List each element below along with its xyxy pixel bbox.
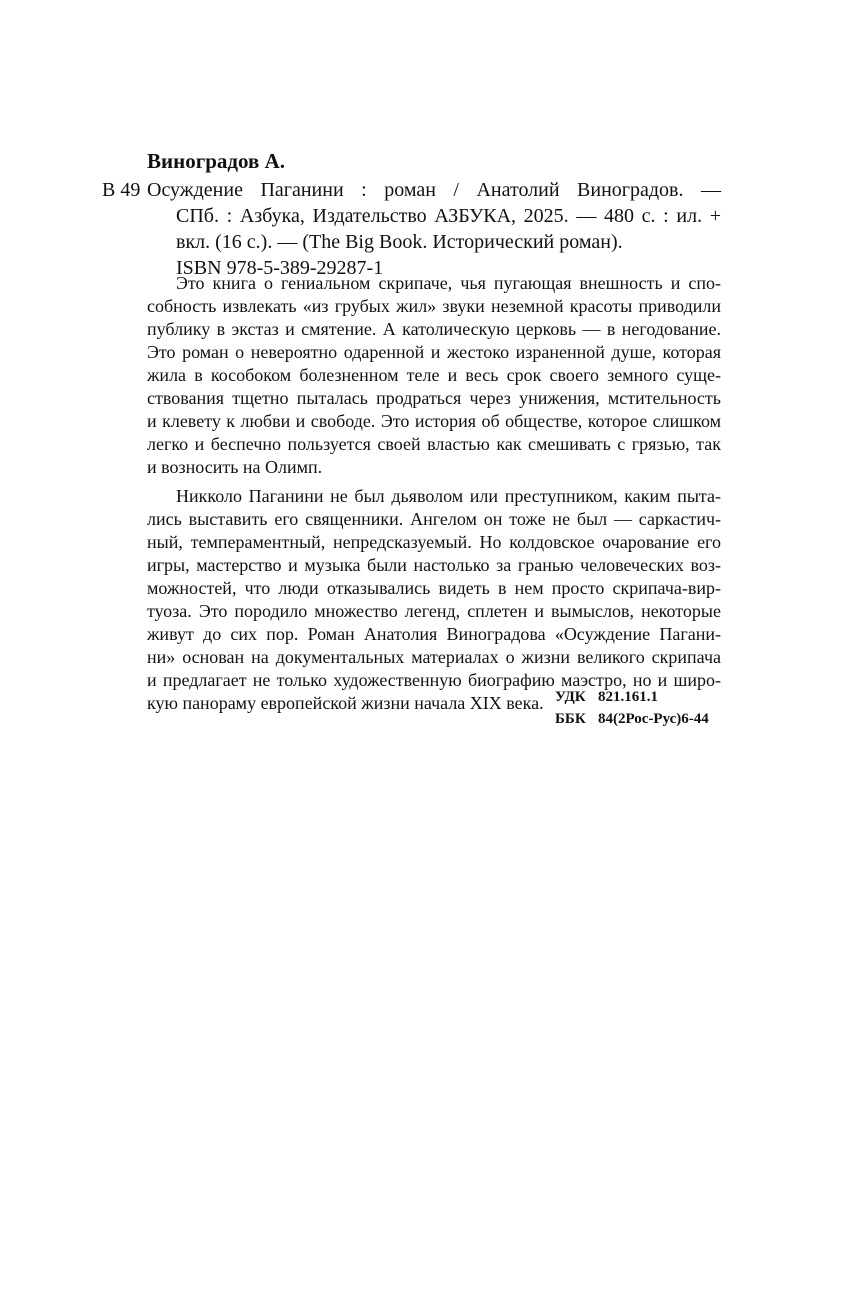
text-line: жила в кособоком болезненном теле и весь срок своего земного суще- (147, 365, 721, 385)
udk-label: УДК (555, 689, 586, 705)
bibliographic-entry (147, 177, 721, 281)
library-code: В 49 (102, 179, 141, 201)
text-line: туоза. Это породило множество легенд, сплетен и вымыслов, некоторые (147, 601, 721, 621)
text-line: живут до сих пор. Роман Анатолия Виноградова «Осуждение Пагани- (147, 624, 721, 644)
text-line: кую панораму европейской жизни начала XIX века. (147, 693, 544, 713)
annotation-paragraph-2 (147, 485, 721, 715)
entry-line: Осуждение Паганини : роман / Анатолий Виноградов. — (147, 179, 721, 201)
udk-row (555, 686, 721, 708)
text-line: Это книга о гениальном скрипаче, чья пугающая внешность и спо- (176, 273, 721, 293)
annotation (147, 272, 721, 715)
text-line: публику в экстаз и смятение. А католическую церковь — в негодование. (147, 319, 721, 339)
text-line: игры, мастерство и музыка были настолько за гранью человеческих воз- (147, 555, 721, 575)
text-line: ствования тщетно пыталась продраться через унижения, мстительность (147, 388, 721, 408)
text-line: ни» основан на документальных материалах о жизни великого скрипача (147, 647, 721, 667)
text-line: лись выставить его священники. Ангелом он тоже не был — саркастич- (147, 509, 721, 529)
text-line: и предлагает не только художественную биографию маэстро, но и широ- (147, 670, 721, 690)
udk-value: 821.161.1 (598, 689, 658, 705)
annotation-paragraph-1 (147, 272, 721, 479)
text-line: Это роман о невероятно одаренной и жестоко израненной душе, которая (147, 342, 721, 362)
text-line: и клевету к любви и свободе. Это история об обществе, которое слишком (147, 411, 721, 431)
text-line: Никколо Паганини не был дьяволом или преступником, каким пыта- (176, 486, 721, 506)
classification-codes (555, 686, 721, 730)
bbk-label: ББК (555, 711, 586, 727)
entry-line: СПб. : Азбука, Издательство АЗБУКА, 2025. — 480 с. : ил. + (176, 205, 721, 227)
text-line: ный, темпераментный, непредсказуемый. Но колдовское очарование его (147, 532, 721, 552)
text-line: и возносить на Олимп. (147, 457, 323, 477)
bbk-value: 84(2Рос-Рус)6-44 (598, 711, 709, 727)
entry-line: вкл. (16 с.). — (The Big Book. Исторический роман). (176, 231, 623, 253)
isbn: ISBN 978-5-389-29287-1 (176, 257, 384, 279)
author-heading: Виноградов А. (147, 149, 286, 173)
bbk-row (555, 708, 721, 730)
text-line: можностей, что люди отказывались видеть в нем просто скрипача-вир- (147, 578, 721, 598)
text-line: легко и беспечно пользуется своей властью как смешивать с грязью, так (147, 434, 721, 454)
text-line: собность извлекать «из грубых жил» звуки неземной красоты приводили (147, 296, 721, 316)
